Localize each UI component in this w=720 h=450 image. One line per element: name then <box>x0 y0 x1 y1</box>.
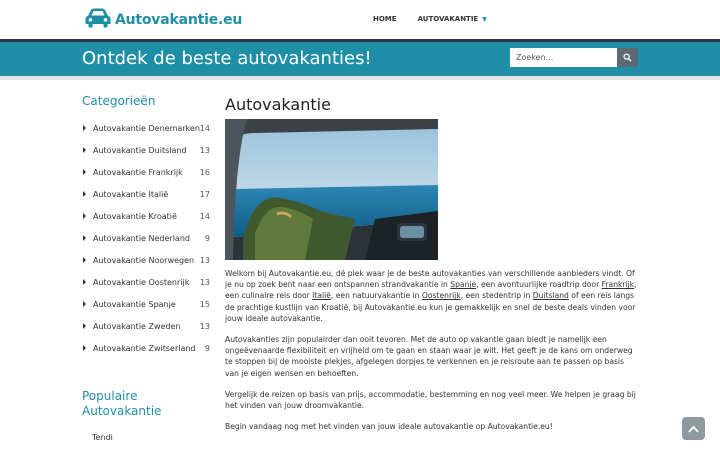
bullet-arrow-icon <box>83 235 86 241</box>
intro-text-5: , een stedentrip in <box>460 291 533 301</box>
category-label: Autovakantie Italië <box>93 189 169 199</box>
category-label: Autovakantie Denemarken <box>93 123 200 133</box>
intro-text-2: , een avontuurlijke roadtrip door <box>476 280 602 290</box>
category-list <box>82 117 212 359</box>
intro-text-1: Welkom bij Autovakantie.eu, dé plek waar je de beste autovakanties van verschillende aanbieders vindt. Of je nu op zoek bent naar een ontspannen strandvakantie in <box>225 269 635 290</box>
intro-paragraph <box>225 268 640 324</box>
search-button[interactable] <box>617 48 638 67</box>
link-oostenrijk[interactable]: Oostenrijk <box>421 291 461 301</box>
category-label: Autovakantie Duitsland <box>93 145 187 155</box>
intro-text-4: , een natuurvakantie in <box>330 291 422 301</box>
category-item[interactable] <box>82 249 212 271</box>
nav-home[interactable]: HOME <box>373 15 397 23</box>
page-title: Autovakantie <box>225 95 331 114</box>
link-italie[interactable]: Italië <box>312 291 331 301</box>
category-count: 9 <box>204 233 210 243</box>
category-label: Autovakantie Kroatië <box>93 211 177 221</box>
category-label: Autovakantie Zweden <box>93 321 181 331</box>
category-item[interactable] <box>82 271 212 293</box>
bullet-arrow-icon <box>83 301 86 307</box>
bullet-arrow-icon <box>83 213 86 219</box>
category-label: Autovakantie Nederland <box>93 233 190 243</box>
intro-text-6: of een reis langs de prachtige kustlijn van Kroatië, bij Autovakantie.eu kun je gemakkelijk en snel de beste deals vinden voor jouw ideale autovakantie. <box>225 291 636 323</box>
categories-title: Categorieën <box>82 94 156 108</box>
category-count: 14 <box>199 211 210 221</box>
category-count: 17 <box>199 189 210 199</box>
bullet-arrow-icon <box>83 125 86 131</box>
category-item[interactable] <box>82 117 212 139</box>
category-count: 13 <box>199 321 210 331</box>
popular-title: Populaire Autovakantie <box>82 389 162 418</box>
site-logo[interactable] <box>84 8 242 32</box>
category-item[interactable] <box>82 315 212 337</box>
link-spanje[interactable]: Spanje <box>450 280 477 290</box>
bullet-arrow-icon <box>83 279 86 285</box>
bullet-arrow-icon <box>83 169 86 175</box>
paragraph-popularity: Autovakanties zijn populairder dan ooit tevoren. Met de auto op vakantie gaan biedt je namelijk een ongeëvenaarde flexibiliteit en vrijheid om te gaan en staan waar je wilt. Het geeft je de kans om onderweg te stoppen bij de mooiste plekjes, afgelegen dorpjes te verkennen en je reisroute aan te passen op basis van je eigen wensen en behoeften. <box>225 335 633 378</box>
category-item[interactable] <box>82 139 212 161</box>
scroll-to-top-button[interactable] <box>682 417 705 440</box>
caret-down-icon: ▼ <box>482 15 487 23</box>
banner-divider <box>0 76 720 80</box>
paragraph-cta: Begin vandaag nog met het vinden van jouw ideale autovakantie op Autovakantie.eu! <box>225 422 553 432</box>
popular-item[interactable]: Tendi <box>92 433 113 442</box>
chevron-up-icon <box>688 425 699 433</box>
search-icon <box>623 53 632 62</box>
category-count: 16 <box>199 167 210 177</box>
banner-title: Ontdek de beste autovakanties! <box>82 48 372 69</box>
link-duitsland[interactable]: Duitsland <box>532 291 569 301</box>
search-form <box>510 48 638 68</box>
category-count: 15 <box>199 299 210 309</box>
hero-image <box>225 119 438 260</box>
category-item[interactable] <box>82 205 212 227</box>
bullet-arrow-icon <box>83 345 86 351</box>
category-label: Autovakantie Oostenrijk <box>93 277 190 287</box>
bullet-arrow-icon <box>83 191 86 197</box>
paragraph-compare: Vergelijk de reizen op basis van prijs, accommodatie, bestemming en nog veel meer. We helpen je graag bij het vinden van jouw droomvakantie. <box>225 389 636 411</box>
logo-text: Autovakantie.eu <box>115 12 243 28</box>
category-item[interactable] <box>82 183 212 205</box>
category-count: 13 <box>199 255 210 265</box>
category-label: Autovakantie Noorwegen <box>93 255 195 265</box>
search-input[interactable] <box>510 48 617 67</box>
bullet-arrow-icon <box>83 323 86 329</box>
car-icon <box>84 7 112 33</box>
top-bar <box>0 0 720 40</box>
category-count: 13 <box>199 277 210 287</box>
category-item[interactable] <box>82 161 212 183</box>
main-content <box>225 94 640 432</box>
link-frankrijk[interactable]: Frankrijk <box>601 280 635 290</box>
bullet-arrow-icon <box>83 257 86 263</box>
intro-text-3: , een culinaire reis door <box>225 280 637 301</box>
category-count: 13 <box>199 145 210 155</box>
category-item[interactable] <box>82 293 212 315</box>
sidebar <box>82 94 212 442</box>
nav-autovakantie-label: AUTOVAKANTIE <box>417 15 479 23</box>
category-label: Autovakantie Spanje <box>93 299 176 309</box>
main-nav <box>373 15 487 23</box>
category-count: 14 <box>199 123 210 133</box>
category-label: Autovakantie Frankrijk <box>93 167 183 177</box>
bullet-arrow-icon <box>83 147 86 153</box>
category-item[interactable] <box>82 337 212 359</box>
category-count: 9 <box>204 343 210 353</box>
category-item[interactable] <box>82 227 212 249</box>
nav-autovakantie[interactable] <box>418 15 487 23</box>
category-label: Autovakantie Zwitserland <box>93 343 196 353</box>
